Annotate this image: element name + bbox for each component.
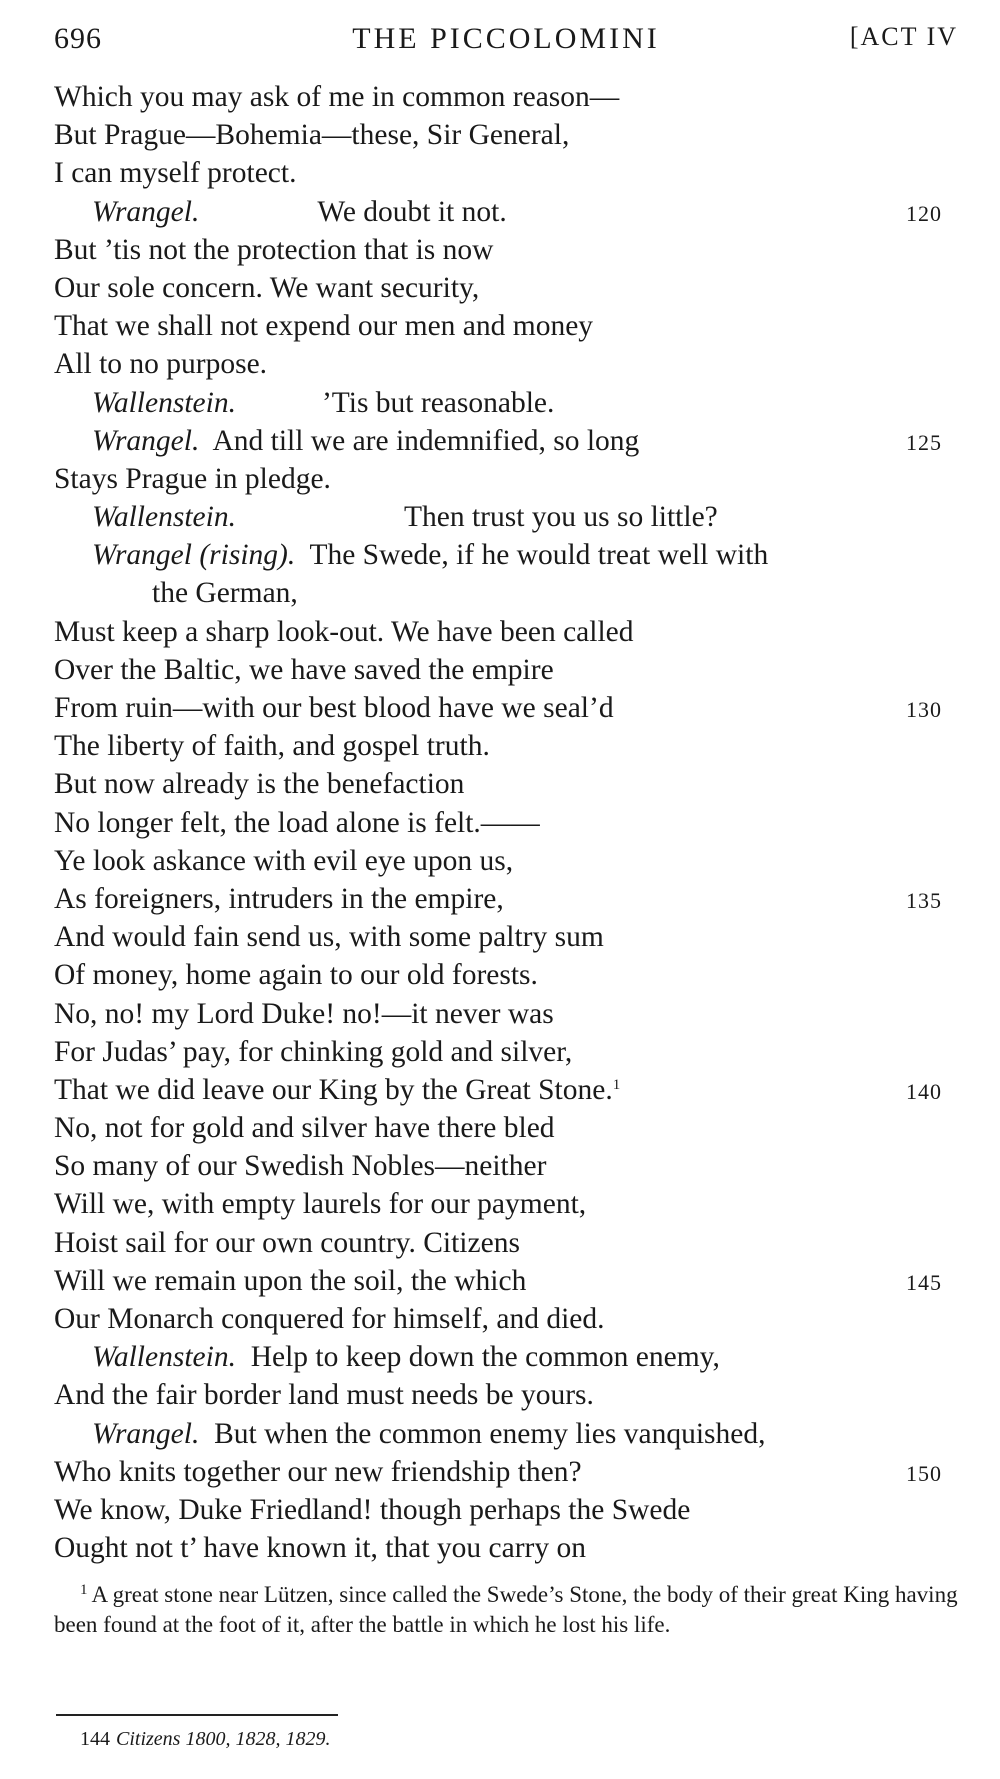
verse-line: But Prague—Bohemia—these, Sir General, [54, 119, 570, 152]
speaker-name: Wallenstein. [92, 501, 236, 534]
verse-line: We know, Duke Friedland! though perhaps the Swede [54, 1493, 691, 1526]
verse-line: Which you may ask of me in common reason— [54, 81, 620, 113]
verse-line: No longer felt, the load alone is felt.—— [54, 806, 540, 839]
footnote-marker: 1 [80, 1582, 88, 1598]
line-number: 150 [906, 1460, 942, 1486]
verse-line: But ’tis not the protection that is now [54, 233, 494, 266]
line-number: 145 [906, 1269, 942, 1295]
verse-line: Must keep a sharp look-out. We have been called [54, 615, 634, 648]
verse-line: Our sole concern. We want security, [54, 271, 480, 304]
verse-line: Our Monarch conquered for himself, and died. [54, 1303, 605, 1335]
verse-line: All to no purpose. [54, 348, 268, 381]
act-label: [ACT IV [849, 22, 958, 51]
speaker-name: Wrangel. [92, 195, 200, 228]
verse-line: So many of our Swedish Nobles—neither [54, 1150, 547, 1183]
textual-variant-note [80, 1728, 330, 1751]
variant-text: Citizens 1800, 1828, 1829. [116, 1728, 331, 1750]
verse-line: Wrangel. We doubt it not. 120 [54, 193, 954, 231]
verse-line: Wrangel. And till we are indemnified, so long 125 [54, 422, 954, 460]
footnote-marker: 1 [612, 1076, 621, 1093]
page-number: 696 [54, 22, 102, 55]
verse-line: Wrangel. But when the common enemy lies vanquished, [92, 1417, 766, 1450]
verse-line: For Judas’ pay, for chinking gold and silver, [54, 1035, 573, 1068]
line-number: 125 [906, 429, 942, 455]
line-number: 130 [906, 697, 942, 722]
verse-line: Wrangel (rising). The Swede, if he would treat well with [92, 539, 769, 572]
variant-line-number: 144 [80, 1728, 110, 1750]
verse-line: That we did leave our King by the Great Stone.$^1$ 140 [54, 1071, 954, 1109]
verse-line: Over the Baltic, we have saved the empire [54, 653, 554, 686]
speaker-name: Wallenstein. [92, 386, 236, 419]
verse-line: And the fair border land must needs be yours. [54, 1379, 594, 1412]
running-title: THE PICCOLOMINI [352, 22, 660, 55]
line-number: 135 [906, 887, 942, 913]
footnote-text: A great stone near Lützen, since called the Swede’s Stone, the body of their great King having been found at the foot of it, after the battle in which he lost his life. [54, 1582, 958, 1637]
speaker-name: Wallenstein. [92, 1341, 236, 1374]
verse-line: No, no! my Lord Duke! no!—it never was [54, 997, 554, 1030]
line-number: 140 [906, 1078, 942, 1104]
verse-line: No, not for gold and silver have there bled [54, 1112, 555, 1145]
verse-line: As foreigners, intruders in the empire, 135 [54, 880, 954, 918]
verse-line: Wallenstein. Then trust you us so little? [92, 501, 718, 534]
verse-line: Wallenstein. Help to keep down the common enemy, [92, 1341, 720, 1374]
running-header [54, 22, 958, 66]
footnote [54, 1580, 958, 1640]
verse-line: Stays Prague in pledge. [54, 462, 331, 495]
verse-line: And would fain send us, with some paltry sum [54, 921, 604, 954]
verse-line: The liberty of faith, and gospel truth. [54, 730, 490, 763]
verse-line: I can myself protect. [54, 157, 297, 190]
verse-line: From ruin—with our best blood have we seal’d 130 [54, 689, 954, 727]
verse-line: Wallenstein. ’Tis but reasonable. [92, 386, 555, 419]
verse-line: Who knits together our new friendship then? 150 [54, 1453, 954, 1491]
verse-text [54, 78, 954, 1567]
verse-line: Will we, with empty laurels for our payment, [54, 1188, 587, 1221]
verse-line: Ought not t’ have known it, that you carry on [54, 1532, 586, 1565]
verse-line: But now already is the benefaction [54, 768, 465, 801]
speaker-name: Wrangel (rising). [92, 539, 296, 572]
verse-line: Ye look askance with evil eye upon us, [54, 844, 514, 877]
line-number: 120 [906, 200, 942, 226]
verse-line: Of money, home again to our old forests. [54, 959, 538, 992]
verse-line: Will we remain upon the soil, the which 145 [54, 1262, 954, 1300]
footnote-divider [56, 1714, 338, 1716]
verse-line: the German, [152, 577, 298, 610]
speaker-name: Wrangel. [92, 424, 200, 457]
verse-line: Hoist sail for our own country. Citizens [54, 1226, 520, 1259]
verse-line: That we shall not expend our men and money [54, 310, 594, 343]
speaker-name: Wrangel. [92, 1417, 200, 1450]
